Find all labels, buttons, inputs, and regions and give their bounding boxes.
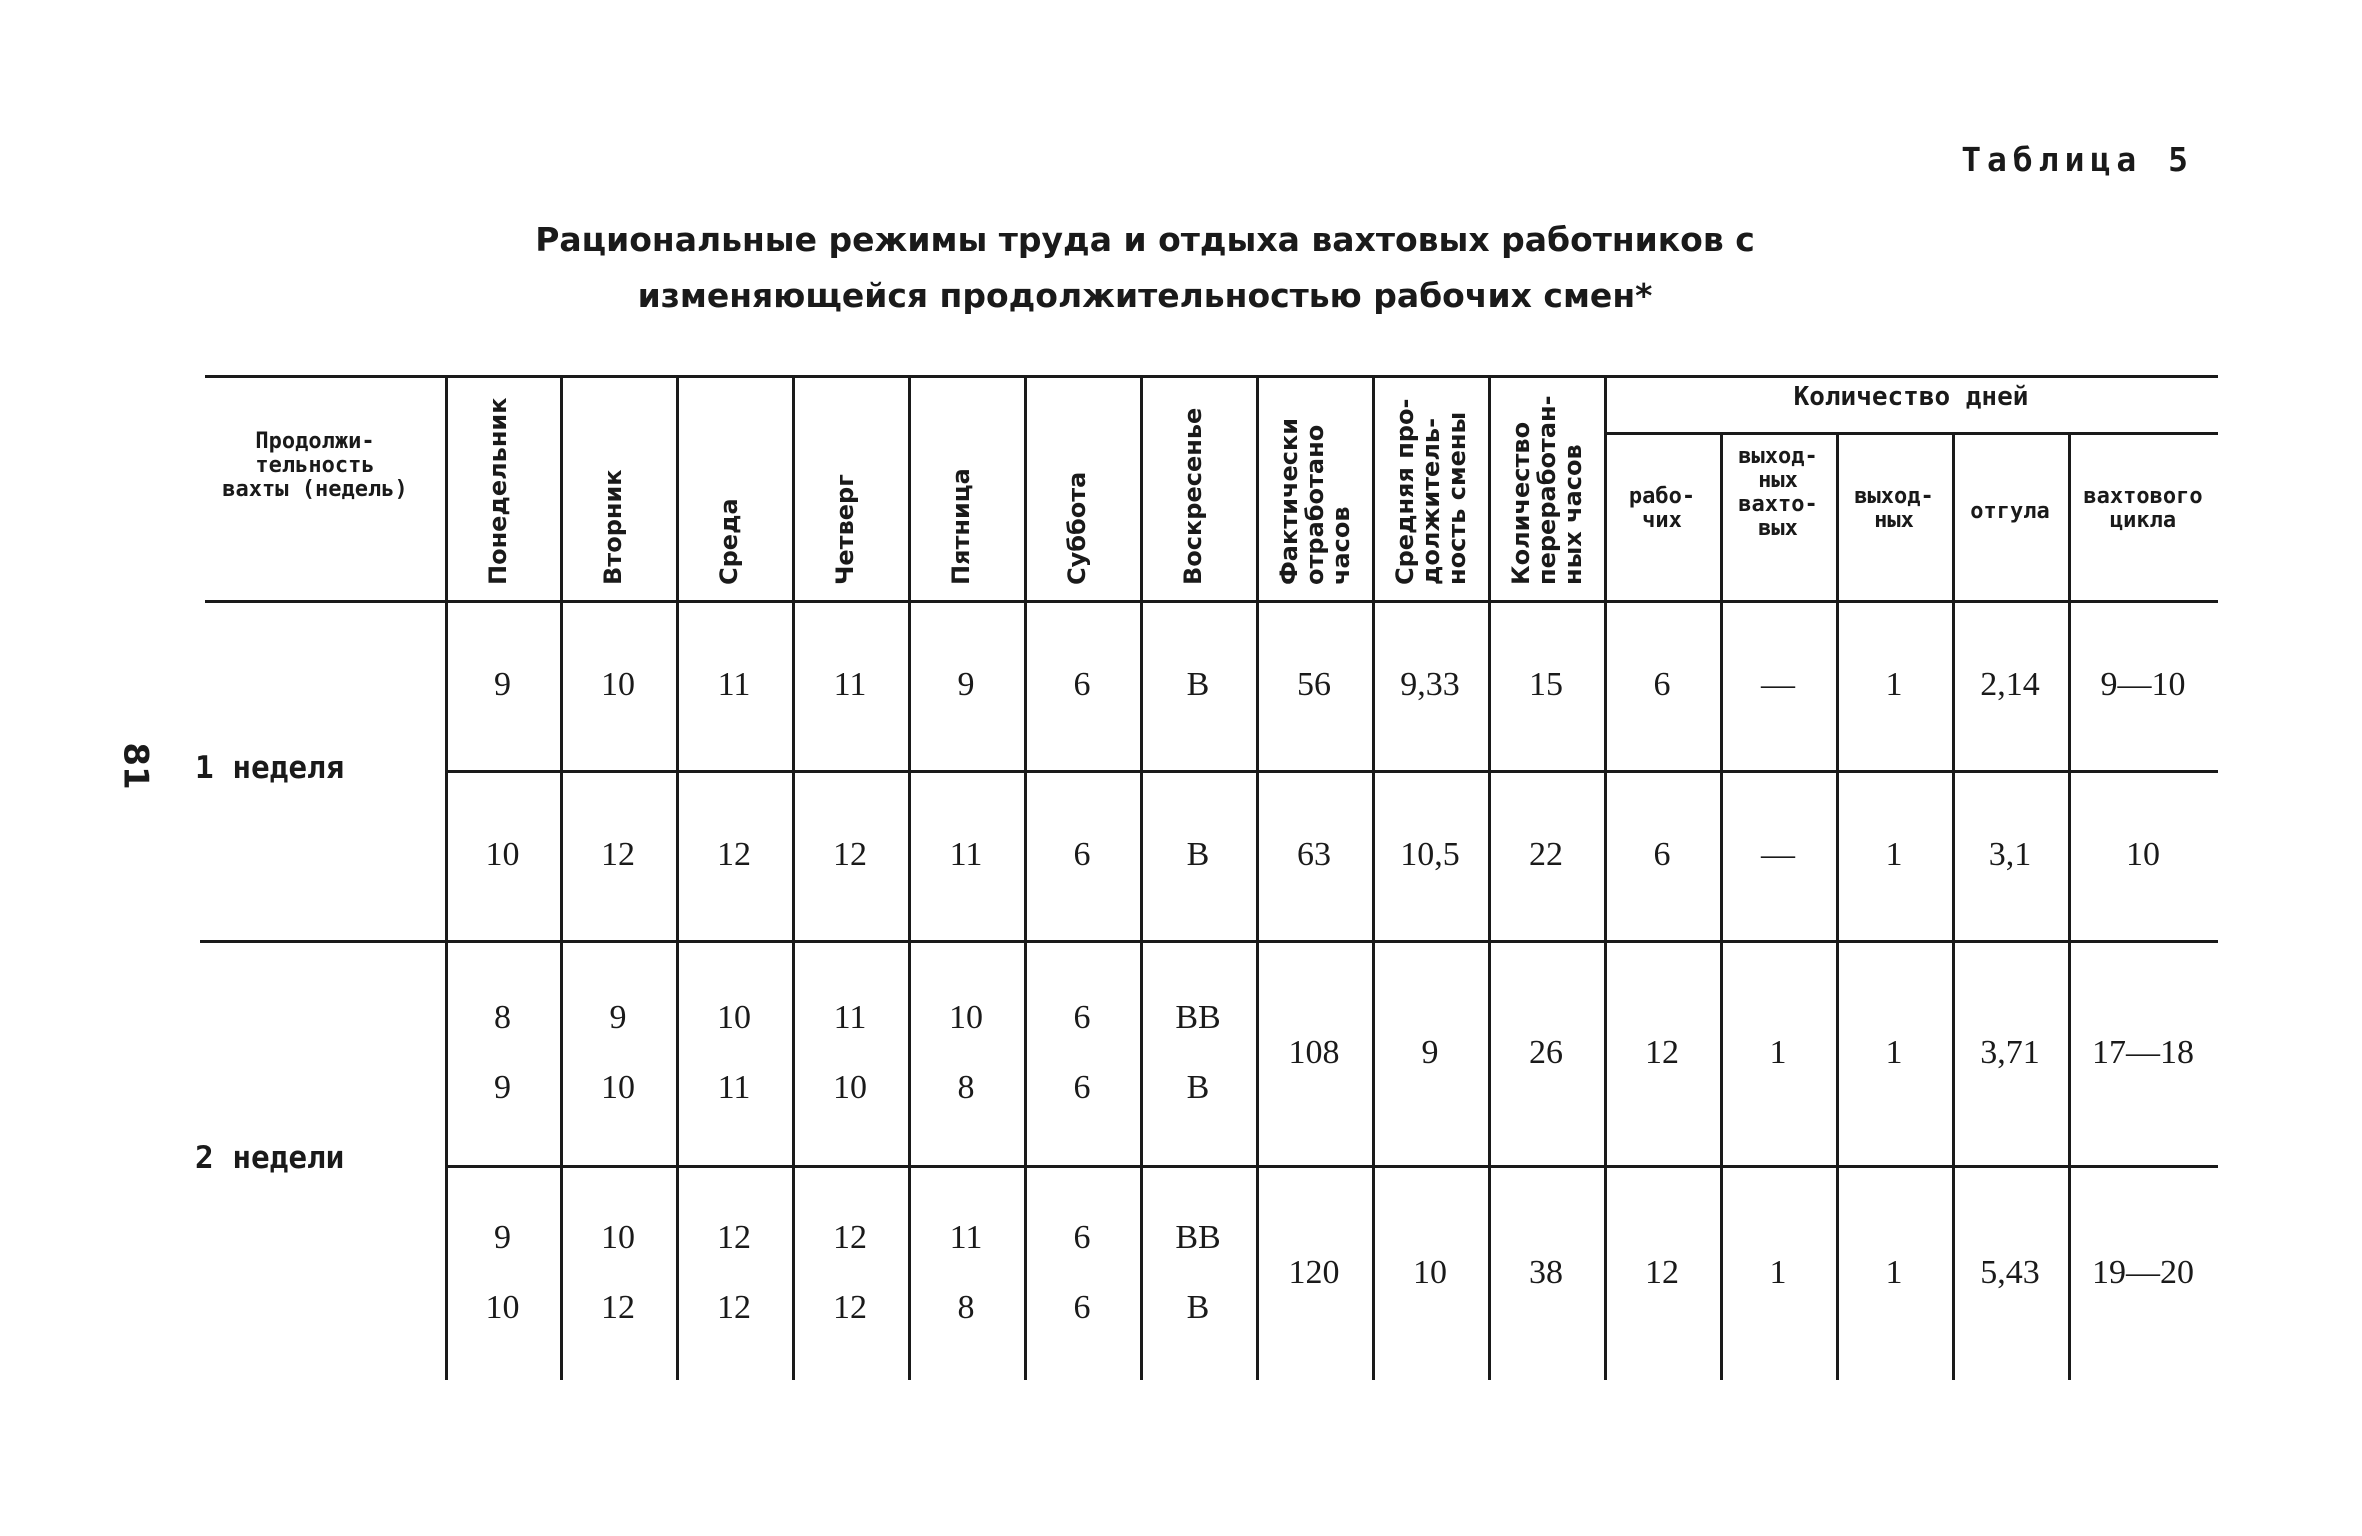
table-top-rule [205, 375, 2218, 378]
table-cell-avg: 9 [1421, 1033, 1439, 1071]
table-cell-avg: 9,33 [1400, 666, 1460, 703]
group-divider-rule [200, 940, 2218, 943]
table-cell-tue: 10 12 [601, 1218, 635, 1326]
header-day-0: Понедельник [484, 397, 512, 585]
table-cell-sun: ВВ В [1175, 1218, 1221, 1326]
header-shift-days-off: выход- ных вахто- вых [1738, 444, 1818, 541]
header-time-off: отгула [1970, 499, 2050, 524]
table-cell-work: 12 [1645, 1033, 1679, 1071]
table-cell-cycle: 19—20 [2092, 1253, 2194, 1291]
table-cell-thu: 11 10 [833, 998, 867, 1106]
table-cell-cycle: 9—10 [2100, 666, 2186, 703]
table-cell-over: 15 [1529, 666, 1563, 703]
table-cell-sat: 6 6 [1073, 1218, 1091, 1326]
header-day-5: Суббота [1063, 471, 1091, 585]
header-avg-shift: Средняя про- должитель- ность смены [1391, 398, 1471, 585]
table-cell-timeoff: 2,14 [1980, 666, 2040, 703]
table-cell-avg: 10 [1413, 1253, 1447, 1291]
table-cell-hours: 56 [1297, 666, 1331, 703]
table-cell-off: 1 [1885, 836, 1903, 873]
header-day-6: Воскресенье [1179, 407, 1207, 585]
table-cell-hours: 120 [1288, 1253, 1340, 1291]
table-cell-avg: 10,5 [1400, 836, 1460, 873]
table-cell-off: 1 [1885, 666, 1903, 703]
page-number: 81 [115, 742, 156, 790]
header-day-1: Вторник [599, 469, 627, 585]
header-cycle: вахтового цикла [2083, 484, 2203, 533]
table-cell-tue: 9 10 [601, 998, 635, 1106]
table-cell-mon: 10 [485, 836, 520, 873]
table-title-line-1: Рациональные режимы труда и отдыха вахтовых работников с [535, 220, 1755, 259]
table-cell-timeoff: 3,1 [1988, 836, 2032, 873]
table-cell-thu: 12 [833, 836, 867, 873]
table-cell-shiftoff: — [1761, 666, 1795, 703]
table-cell-thu: 12 12 [833, 1218, 867, 1326]
header-days-off: выход- ных [1854, 484, 1934, 533]
table-cell-cycle: 10 [2126, 836, 2160, 873]
header-day-4: Пятница [947, 468, 975, 585]
table-cell-tue: 10 [601, 666, 635, 703]
table-cell-mon: 9 [494, 666, 511, 703]
table-cell-timeoff: 3,71 [1980, 1033, 2040, 1071]
table-cell-sat: 6 [1073, 666, 1091, 703]
table-cell-fri: 11 [949, 836, 983, 873]
table-cell-hours: 108 [1288, 1033, 1340, 1071]
table-cell-shiftoff: 1 [1769, 1253, 1787, 1291]
row-group-label: 1 неделя [195, 750, 345, 786]
table-cell-sat: 6 [1073, 836, 1091, 873]
table-cell-fri: 11 8 [949, 1218, 983, 1326]
table-cell-over: 22 [1529, 836, 1563, 873]
table-cell-off: 1 [1885, 1033, 1903, 1071]
table-cell-timeoff: 5,43 [1980, 1253, 2040, 1291]
table-cell-shiftoff: — [1761, 836, 1795, 873]
table-cell-sun: В [1186, 836, 1210, 873]
header-day-3: Четверг [831, 474, 859, 585]
table-cell-over: 26 [1529, 1033, 1563, 1071]
header-duration: Продолжи- тельность вахты (недель) [222, 429, 408, 502]
table-cell-thu: 11 [833, 666, 867, 703]
table-cell-cycle: 17—18 [2092, 1033, 2194, 1071]
table-cell-wed: 11 [717, 666, 751, 703]
table-cell-tue: 12 [601, 836, 635, 873]
table-title-line-2: изменяющейся продолжительностью рабочих смен* [637, 276, 1653, 315]
header-bottom-rule [205, 600, 2218, 603]
header-days-count-group: Количество дней [1793, 382, 2029, 412]
table-cell-wed: 12 [717, 836, 751, 873]
table-number: Таблица 5 [1961, 140, 2194, 179]
table-cell-hours: 63 [1297, 836, 1331, 873]
header-worked-hours: Фактически отработано часов [1275, 417, 1355, 585]
table-cell-mon: 9 10 [485, 1218, 520, 1326]
header-working-days: рабо- чих [1628, 484, 1696, 533]
table-cell-fri: 9 [957, 666, 975, 703]
row-group-label: 2 недели [195, 1140, 345, 1176]
table-cell-fri: 10 8 [949, 998, 983, 1106]
table-cell-work: 6 [1653, 836, 1671, 873]
table-cell-wed: 10 11 [717, 998, 751, 1106]
header-day-2: Среда [715, 498, 743, 585]
table-cell-sat: 6 6 [1073, 998, 1091, 1106]
table-cell-work: 6 [1653, 666, 1671, 703]
table-cell-shiftoff: 1 [1769, 1033, 1787, 1071]
table-cell-wed: 12 12 [717, 1218, 751, 1326]
table-cell-mon: 8 9 [494, 998, 511, 1106]
header-overtime: Количество переработан- ных часов [1507, 395, 1587, 585]
table-cell-off: 1 [1885, 1253, 1903, 1291]
table-cell-sun: ВВ В [1175, 998, 1221, 1106]
days-count-subhead-rule [1604, 432, 2218, 435]
table-cell-work: 12 [1645, 1253, 1679, 1291]
table-cell-over: 38 [1529, 1253, 1563, 1291]
table-cell-sun: В [1186, 666, 1210, 703]
